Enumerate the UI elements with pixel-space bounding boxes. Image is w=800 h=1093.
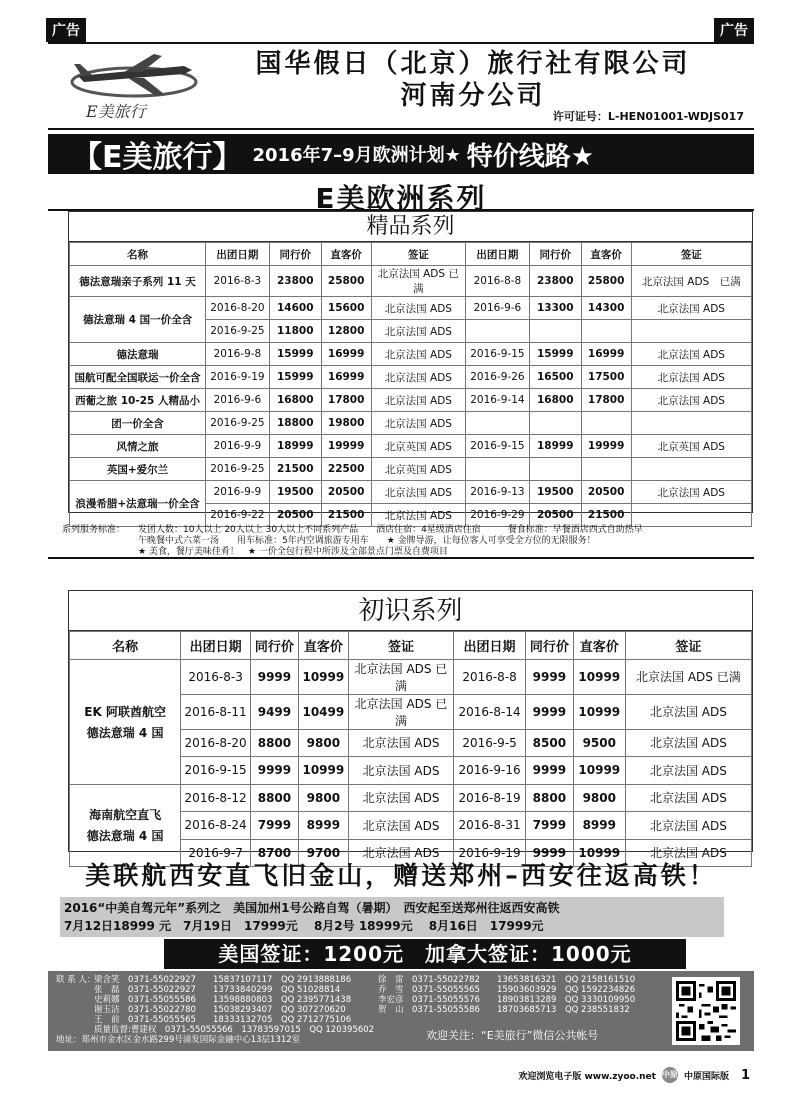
table-cell: 2016-8-14	[454, 694, 526, 729]
table-cell: 16800	[529, 389, 581, 412]
table-cell: 17800	[581, 389, 631, 412]
table-cell: 北京法国 ADS	[371, 389, 465, 412]
zhongyuan-logo-icon: 中原	[662, 1067, 678, 1083]
table-cell: 2016-8-3	[181, 659, 251, 694]
column-header: 直客价	[573, 632, 625, 660]
table-cell: 7999	[525, 812, 573, 840]
table-cell: 2016-9-25	[206, 458, 270, 481]
table-cell: 北京法国 ADS 已满	[348, 659, 453, 694]
premium-title: 精品系列	[69, 212, 752, 242]
table-cell: 2016-9-5	[454, 729, 526, 757]
column-header: 出团日期	[206, 243, 270, 266]
table-cell: 2016-9-15	[181, 757, 251, 785]
column-header: 直客价	[581, 243, 631, 266]
table-row	[70, 366, 752, 389]
column-header: 名称	[70, 632, 181, 660]
brand-logo	[62, 50, 212, 126]
column-header: 出团日期	[454, 632, 526, 660]
table-cell: 16999	[321, 343, 371, 366]
column-header: 同行价	[269, 243, 321, 266]
tour-name-line: 海南航空直飞	[89, 808, 162, 823]
standards-line1: 发团人数：10人以上 20人以上 30人以上不同系列产品 酒店住宿：4星级酒店住宿 餐食标准：早餐酒店西式自助热早	[138, 525, 643, 535]
page-number: 1	[740, 1067, 750, 1083]
table-cell: 20500	[529, 504, 581, 527]
airplane-logo-icon	[64, 52, 204, 100]
tour-name: 英国+爱尔兰	[70, 458, 206, 481]
table-cell: 北京法国 ADS	[348, 784, 453, 812]
table-cell	[466, 412, 530, 435]
contact-address: 地址：郑州市金水区金水路299号浦发国际金融中心13层1312室	[56, 1035, 301, 1045]
table-cell: 北京英国 ADS	[371, 435, 465, 458]
table-cell: 2016-9-7	[181, 839, 251, 867]
table-cell: 9999	[525, 839, 573, 867]
table-cell: 北京法国 ADS	[625, 784, 751, 812]
table-cell: 9500	[573, 729, 625, 757]
table-cell	[631, 504, 751, 527]
tour-name: 西葡之旅 10-25 人精品小	[70, 389, 206, 412]
table-cell: 2016-8-11	[181, 694, 251, 729]
usa-drive-line1: 2016“中美自驾元年”系列之 美国加州1号公路自驾（暑期） 西安起至送郑州往返西安高铁	[64, 901, 560, 915]
table-row	[70, 481, 752, 504]
table-cell: 10999	[298, 757, 348, 785]
table-cell: 10499	[298, 694, 348, 729]
table-cell: 北京法国 ADS	[631, 481, 751, 504]
series-title: E美欧洲系列	[48, 177, 754, 211]
table-row	[70, 389, 752, 412]
table-cell: 北京法国 ADS	[625, 729, 751, 757]
table-cell: 2016-9-9	[206, 435, 270, 458]
company-name	[213, 48, 733, 112]
table-cell: 2016-8-3	[206, 266, 270, 297]
table-cell	[581, 458, 631, 481]
table-cell: 2016-8-12	[181, 784, 251, 812]
contact-line: 张 磊 0371-55022927 13733840299 QQ 51028814	[94, 985, 341, 995]
table-cell: 21500	[581, 504, 631, 527]
tour-name-line: 德法意瑞 4 国	[86, 829, 164, 844]
service-standards	[62, 525, 754, 558]
table-cell: 9800	[298, 784, 348, 812]
table-cell: 18999	[269, 435, 321, 458]
qr-code-icon	[672, 977, 740, 1045]
premium-table	[69, 242, 752, 527]
tour-name	[70, 784, 181, 867]
footer-site: 欢迎浏览电子版 www.zyoo.net	[518, 1071, 656, 1082]
table-cell: 16800	[269, 389, 321, 412]
table-cell: 北京法国 ADS	[371, 504, 465, 527]
table-cell: 北京法国 ADS	[371, 343, 465, 366]
column-header: 出团日期	[466, 243, 530, 266]
table-cell: 10999	[573, 694, 625, 729]
table-cell: 北京法国 ADS	[348, 757, 453, 785]
table-cell: 19999	[321, 435, 371, 458]
table-cell: 2016-8-8	[454, 659, 526, 694]
table-cell: 23800	[529, 266, 581, 297]
table-cell: 10999	[573, 659, 625, 694]
visa-prices: 美国签证：1200元 加拿大签证：1000元	[164, 939, 686, 969]
tour-name: 风情之旅	[70, 435, 206, 458]
table-cell: 2016-8-24	[181, 812, 251, 840]
table-cell: 北京法国 ADS 已满	[371, 266, 465, 297]
table-cell: 10999	[573, 839, 625, 867]
contact-line: 徐 雷 0371-55022782 13653816321 QQ 2158161510	[378, 975, 636, 985]
column-header: 签证	[371, 243, 465, 266]
table-cell: 北京法国 ADS	[625, 757, 751, 785]
table-cell: 15999	[529, 343, 581, 366]
table-cell: 2016-9-29	[466, 504, 530, 527]
table-row	[70, 266, 752, 297]
table-cell: 北京法国 ADS	[631, 343, 751, 366]
table-cell: 8999	[298, 812, 348, 840]
table-cell: 15999	[269, 343, 321, 366]
table-cell: 北京法国 ADS	[348, 729, 453, 757]
table-cell: 北京英国 ADS	[371, 458, 465, 481]
tour-name: 德法意瑞亲子系列 11 天	[70, 266, 206, 297]
table-cell: 16500	[529, 366, 581, 389]
column-header: 同行价	[250, 632, 298, 660]
table-cell: 2016-9-9	[206, 481, 270, 504]
table-cell: 北京法国 ADS 已满	[625, 659, 751, 694]
table-cell: 北京法国 ADS	[631, 366, 751, 389]
table-row	[70, 659, 752, 694]
company-line2: 河南分公司	[400, 81, 546, 111]
table-cell: 15999	[269, 366, 321, 389]
table-cell: 12800	[321, 320, 371, 343]
table-cell: 9700	[298, 839, 348, 867]
table-cell	[631, 412, 751, 435]
table-cell: 18800	[269, 412, 321, 435]
tour-name-line: EK 阿联酋航空	[84, 704, 166, 719]
table-cell: 9800	[298, 729, 348, 757]
table-cell: 2016-9-26	[466, 366, 530, 389]
table-cell: 19500	[269, 481, 321, 504]
table-cell: 北京法国 ADS	[631, 297, 751, 320]
banner-brand: 【E美旅行】	[72, 140, 243, 175]
table-row	[70, 784, 752, 812]
table-cell	[581, 412, 631, 435]
column-header: 同行价	[529, 243, 581, 266]
table-cell: 北京法国 ADS	[371, 297, 465, 320]
table-cell: 2016-9-15	[466, 343, 530, 366]
column-header: 名称	[70, 243, 206, 266]
table-cell: 9800	[573, 784, 625, 812]
ad-tag-right: 广告	[714, 18, 754, 42]
contact-col2	[378, 975, 635, 1015]
column-header: 同行价	[525, 632, 573, 660]
divider	[48, 557, 754, 559]
table-row	[70, 435, 752, 458]
page-footer	[518, 1067, 750, 1083]
tour-name: 德法意瑞 4 国一价全含	[70, 297, 206, 343]
table-cell: 北京法国 ADS	[625, 694, 751, 729]
table-cell: 北京法国 ADS	[371, 320, 465, 343]
table-cell: 16999	[581, 343, 631, 366]
usa-flight-ad: 美联航西安直飞旧金山，赠送郑州–西安往返高铁！	[85, 861, 717, 890]
tour-name: 团一价全含	[70, 412, 206, 435]
table-cell	[529, 458, 581, 481]
contact-col1	[94, 975, 374, 1035]
standards-line2: 午晚餐中式六菜一汤 用车标准：5年内空调旅游专用车 ★ 金牌导游，让每位客人可享受全方位的无限服务！	[138, 536, 596, 546]
table-cell: 2016-9-22	[206, 504, 270, 527]
table-cell: 北京法国 ADS	[371, 481, 465, 504]
tour-name	[70, 659, 181, 784]
table-cell: 20500	[581, 481, 631, 504]
company-line1: 国华假日（北京）旅行社有限公司	[255, 49, 691, 79]
table-cell: 8800	[525, 784, 573, 812]
table-cell: 19800	[321, 412, 371, 435]
table-cell: 2016-9-14	[466, 389, 530, 412]
table-cell: 2016-9-19	[454, 839, 526, 867]
table-cell: 7999	[250, 812, 298, 840]
table-cell: 2016-8-19	[454, 784, 526, 812]
footer-edition: 中原国际版	[683, 1071, 729, 1082]
table-cell: 13300	[529, 297, 581, 320]
table-cell: 9999	[250, 659, 298, 694]
table-cell	[466, 320, 530, 343]
table-cell: 21500	[269, 458, 321, 481]
table-cell: 9499	[250, 694, 298, 729]
table-cell: 2016-8-20	[181, 729, 251, 757]
tour-name-line: 德法意瑞 4 国	[86, 725, 164, 740]
table-cell: 9999	[525, 694, 573, 729]
promo-banner	[48, 134, 754, 174]
table-cell: 2016-9-13	[466, 481, 530, 504]
table-cell: 8999	[573, 812, 625, 840]
contact-line: 李宏彦 0371-55055576 18903813289 QQ 3330109950	[378, 995, 636, 1005]
table-cell: 20500	[321, 481, 371, 504]
table-cell	[529, 320, 581, 343]
basic-table	[69, 631, 752, 867]
premium-series-box	[68, 211, 753, 522]
contact-box	[48, 971, 754, 1051]
table-cell: 2016-9-25	[206, 412, 270, 435]
brand-name: E美旅行	[86, 102, 146, 121]
table-cell: 北京法国 ADS	[348, 839, 453, 867]
banner-plan: 2016年7–9月欧洲计划★	[252, 145, 461, 166]
contact-line: 乔 雪 0371-55055565 15903603929 QQ 1592234826	[378, 985, 636, 995]
license-number: 许可证号：L-HEN01001-WDJS017	[552, 110, 744, 123]
table-cell: 19999	[581, 435, 631, 458]
table-cell: 2016-8-20	[206, 297, 270, 320]
contact-line: 贺 山 0371-55055586 18703685713 QQ 238551832	[378, 1005, 630, 1015]
table-cell: 20500	[269, 504, 321, 527]
table-cell: 17800	[321, 389, 371, 412]
column-header: 签证	[631, 243, 751, 266]
table-cell: 23800	[269, 266, 321, 297]
table-cell: 18999	[529, 435, 581, 458]
column-header: 出团日期	[181, 632, 251, 660]
contact-line: 王 前 0371-55055565 18333132705 QQ 2712775106	[94, 1015, 352, 1025]
table-row	[70, 412, 752, 435]
usa-drive-line2: 7月12日18999 元 7月19日 17999元 8月2号 18999元 8月16日 17999元	[64, 919, 544, 933]
contact-line: 史莉娜 0371-55055586 13598880803 QQ 2395771438	[94, 995, 352, 1005]
table-cell: 25800	[581, 266, 631, 297]
table-cell: 北京英国 ADS	[631, 435, 751, 458]
basic-title: 初识系列	[69, 591, 752, 631]
ad-tag-left: 广告	[46, 18, 86, 42]
tour-name: 浪漫希腊+法意瑞一价全含	[70, 481, 206, 527]
table-cell	[529, 412, 581, 435]
table-cell: 北京法国 ADS 已满	[631, 266, 751, 297]
table-cell: 北京法国 ADS	[631, 389, 751, 412]
banner-special: 特价线路★	[466, 141, 595, 172]
standards-line3: ★ 美食，餐厅美味佳肴！ ★ 一价全包行程中所涉及全部景点门票及自费项目	[138, 547, 448, 557]
table-cell: 10999	[298, 659, 348, 694]
table-cell: 8700	[250, 839, 298, 867]
basic-series-box	[68, 590, 753, 861]
table-cell: 19500	[529, 481, 581, 504]
table-cell: 2016-9-6	[206, 389, 270, 412]
table-cell: 9999	[525, 757, 573, 785]
usa-drive-box	[60, 897, 724, 937]
table-cell: 10999	[573, 757, 625, 785]
table-cell: 14300	[581, 297, 631, 320]
table-cell: 北京法国 ADS	[625, 812, 751, 840]
tour-name: 国航可配全国联运一价全含	[70, 366, 206, 389]
table-cell: 2016-9-19	[206, 366, 270, 389]
table-cell: 16999	[321, 366, 371, 389]
table-cell: 21500	[321, 504, 371, 527]
table-cell: 2016-8-8	[466, 266, 530, 297]
table-cell	[631, 458, 751, 481]
column-header: 直客价	[298, 632, 348, 660]
table-row	[70, 458, 752, 481]
contact-line: 质量监督:曹建权 0371-55055566 13783597015 QQ 120395602	[94, 1025, 375, 1035]
wechat-follow: 欢迎关注：“E美旅行”微信公共帐号	[426, 1029, 599, 1042]
table-row	[70, 297, 752, 320]
table-cell: 8800	[250, 784, 298, 812]
table-cell: 北京法国 ADS	[371, 412, 465, 435]
table-cell: 北京法国 ADS	[625, 839, 751, 867]
table-cell: 17500	[581, 366, 631, 389]
table-cell: 2016-9-6	[466, 297, 530, 320]
table-cell: 15600	[321, 297, 371, 320]
table-cell	[581, 320, 631, 343]
header	[48, 42, 754, 130]
contact-line: 梁含笑 0371-55022927 15837107117 QQ 2913888186	[94, 975, 352, 985]
column-header: 签证	[625, 632, 751, 660]
table-cell: 2016-9-25	[206, 320, 270, 343]
table-cell: 北京法国 ADS 已满	[348, 694, 453, 729]
table-cell: 2016-9-8	[206, 343, 270, 366]
table-cell: 8500	[525, 729, 573, 757]
table-row	[70, 343, 752, 366]
column-header: 签证	[348, 632, 453, 660]
table-cell: 9999	[250, 757, 298, 785]
table-cell: 22500	[321, 458, 371, 481]
tour-name: 德法意瑞	[70, 343, 206, 366]
column-header: 直客价	[321, 243, 371, 266]
contact-line: 谢玉洁 0371-55022780 15038293407 QQ 307270620	[94, 1005, 346, 1015]
standards-label: 系列服务标准：	[62, 525, 126, 535]
table-cell: 9999	[525, 659, 573, 694]
table-cell: 14600	[269, 297, 321, 320]
table-cell: 8800	[250, 729, 298, 757]
table-cell: 25800	[321, 266, 371, 297]
table-cell: 2016-8-31	[454, 812, 526, 840]
table-cell: 11800	[269, 320, 321, 343]
table-cell: 北京法国 ADS	[348, 812, 453, 840]
contact-label: 联 系 人：	[56, 975, 96, 985]
table-cell: 2016-9-15	[466, 435, 530, 458]
table-cell	[631, 320, 751, 343]
table-cell: 北京法国 ADS	[371, 366, 465, 389]
table-cell	[466, 458, 530, 481]
table-cell: 2016-9-16	[454, 757, 526, 785]
